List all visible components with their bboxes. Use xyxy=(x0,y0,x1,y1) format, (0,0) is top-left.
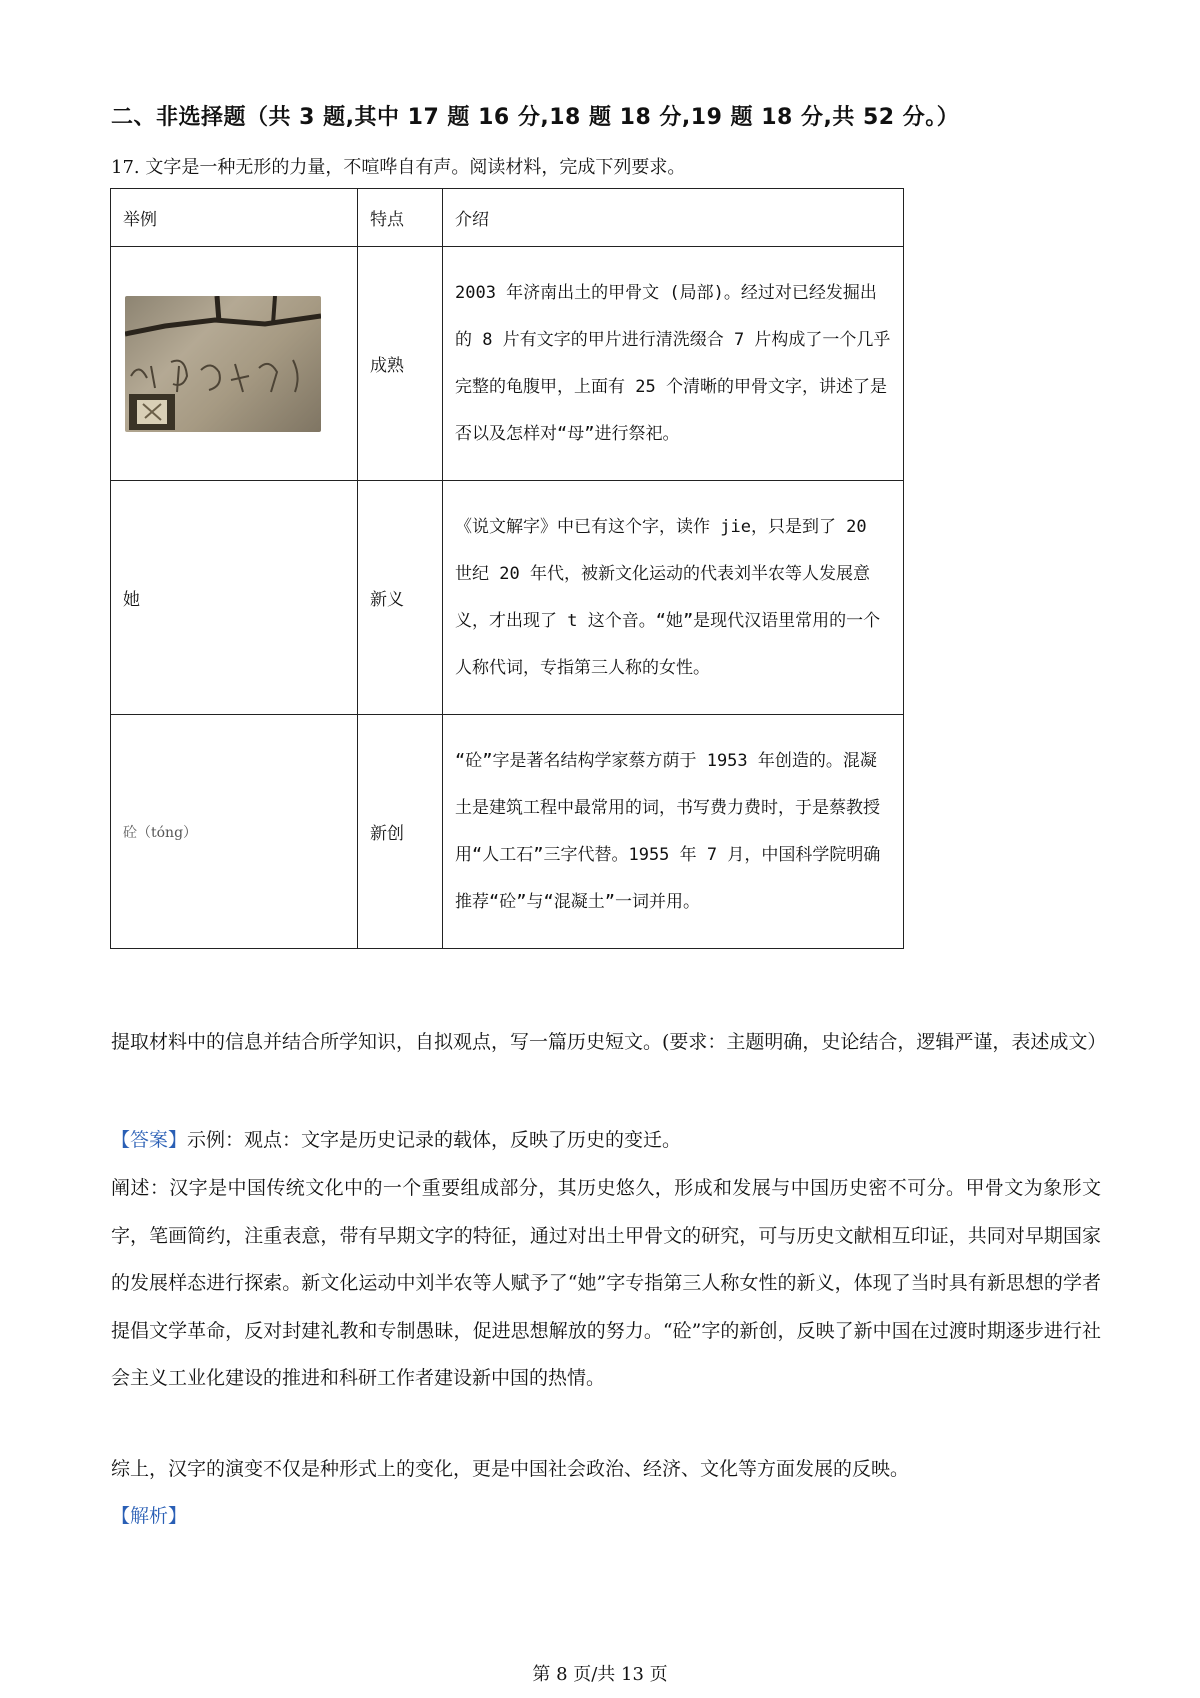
description-cell: 2003 年济南出土的甲骨文 (局部)。经过对已经发掘出的 8 片有文字的甲片进行清洗缀合 7 片构成了一个几乎完整的龟腹甲，上面有 25 个清晰的甲骨文字，讲述了是否以及怎样对“母”进行祭祀。 xyxy=(443,247,904,481)
section-title: 二、非选择题（共 3 题,其中 17 题 16 分,18 题 18 分,19 题 18 分,共 52 分。） xyxy=(111,105,960,130)
analysis-line xyxy=(111,1494,187,1538)
table-header-row xyxy=(111,189,904,247)
feature-cell: 成熟 xyxy=(358,247,443,481)
description-cell: “砼”字是著名结构学家蔡方荫于 1953 年创造的。混凝土是建筑工程中最常用的词，书写费力费时，于是蔡教授用“人工石”三字代替。1955 年 7 月，中国科学院明确推荐“砼”与“混凝土”一词并用。 xyxy=(443,715,904,949)
analysis-tag: 【解析】 xyxy=(111,1505,188,1527)
answer-summary: 综上，汉字的演变不仅是种形式上的变化，更是中国社会政治、经济、文化等方面发展的反映。 xyxy=(111,1458,910,1480)
feature-cell: 新义 xyxy=(358,481,443,715)
answer-tag: 【答案】 xyxy=(111,1129,188,1151)
answer-line xyxy=(111,1118,1101,1162)
example-cell xyxy=(111,715,358,949)
example-cell: 她 xyxy=(111,481,358,715)
tong-character-label: 砼（tóng） xyxy=(123,824,198,841)
material-table xyxy=(110,188,904,949)
question-17-stem: 17. 文字是一种无形的力量，不喧哗自有声。阅读材料，完成下列要求。 xyxy=(111,157,686,178)
example-cell xyxy=(111,247,358,481)
feature-cell: 新创 xyxy=(358,715,443,949)
answer-lead: 示例：观点：文字是历史记录的载体，反映了历史的变迁。 xyxy=(187,1129,682,1151)
essay-prompt: 提取材料中的信息并结合所学知识，自拟观点，写一篇历史短文。(要求：主题明确，史论结合，逻辑严谨，表述成文） xyxy=(111,1031,1107,1053)
description-cell: 《说文解字》中已有这个字，读作 jie，只是到了 20 世纪 20 年代，被新文化运动的代表刘半农等人发展意义，才出现了 t 这个音。“她”是现代汉语里常用的一个人称代词，专指第三人称的女性。 xyxy=(443,481,904,715)
table-row xyxy=(111,715,904,949)
table-row xyxy=(111,481,904,715)
oracle-bone-illustration xyxy=(125,296,321,432)
oracle-bone-image xyxy=(125,296,321,432)
table-row xyxy=(111,247,904,481)
header-feature: 特点 xyxy=(358,189,443,247)
header-description: 介绍 xyxy=(443,189,904,247)
page-footer: 第 8 页/共 13 页 xyxy=(532,1664,668,1685)
answer-body: 阐述：汉字是中国传统文化中的一个重要组成部分，其历史悠久，形成和发展与中国历史密不可分。甲骨文为象形文字，笔画简约，注重表意，带有早期文字的特征，通过对出土甲骨文的研究，可与历史文献相互印证，共同对早期国家的发展样态进行探索。新文化运动中刘半农等人赋予了“她”字专指第三人称女性的新义，体现了当时具有新思想的学者提倡文学革命，反对封建礼教和专制愚昧，促进思想解放的努力。“砼”字的新创，反映了新中国在过渡时期逐步进行社会主义工业化建设的推进和科研工作者建设新中国的热情。 xyxy=(111,1177,1101,1389)
header-example: 举例 xyxy=(111,189,358,247)
